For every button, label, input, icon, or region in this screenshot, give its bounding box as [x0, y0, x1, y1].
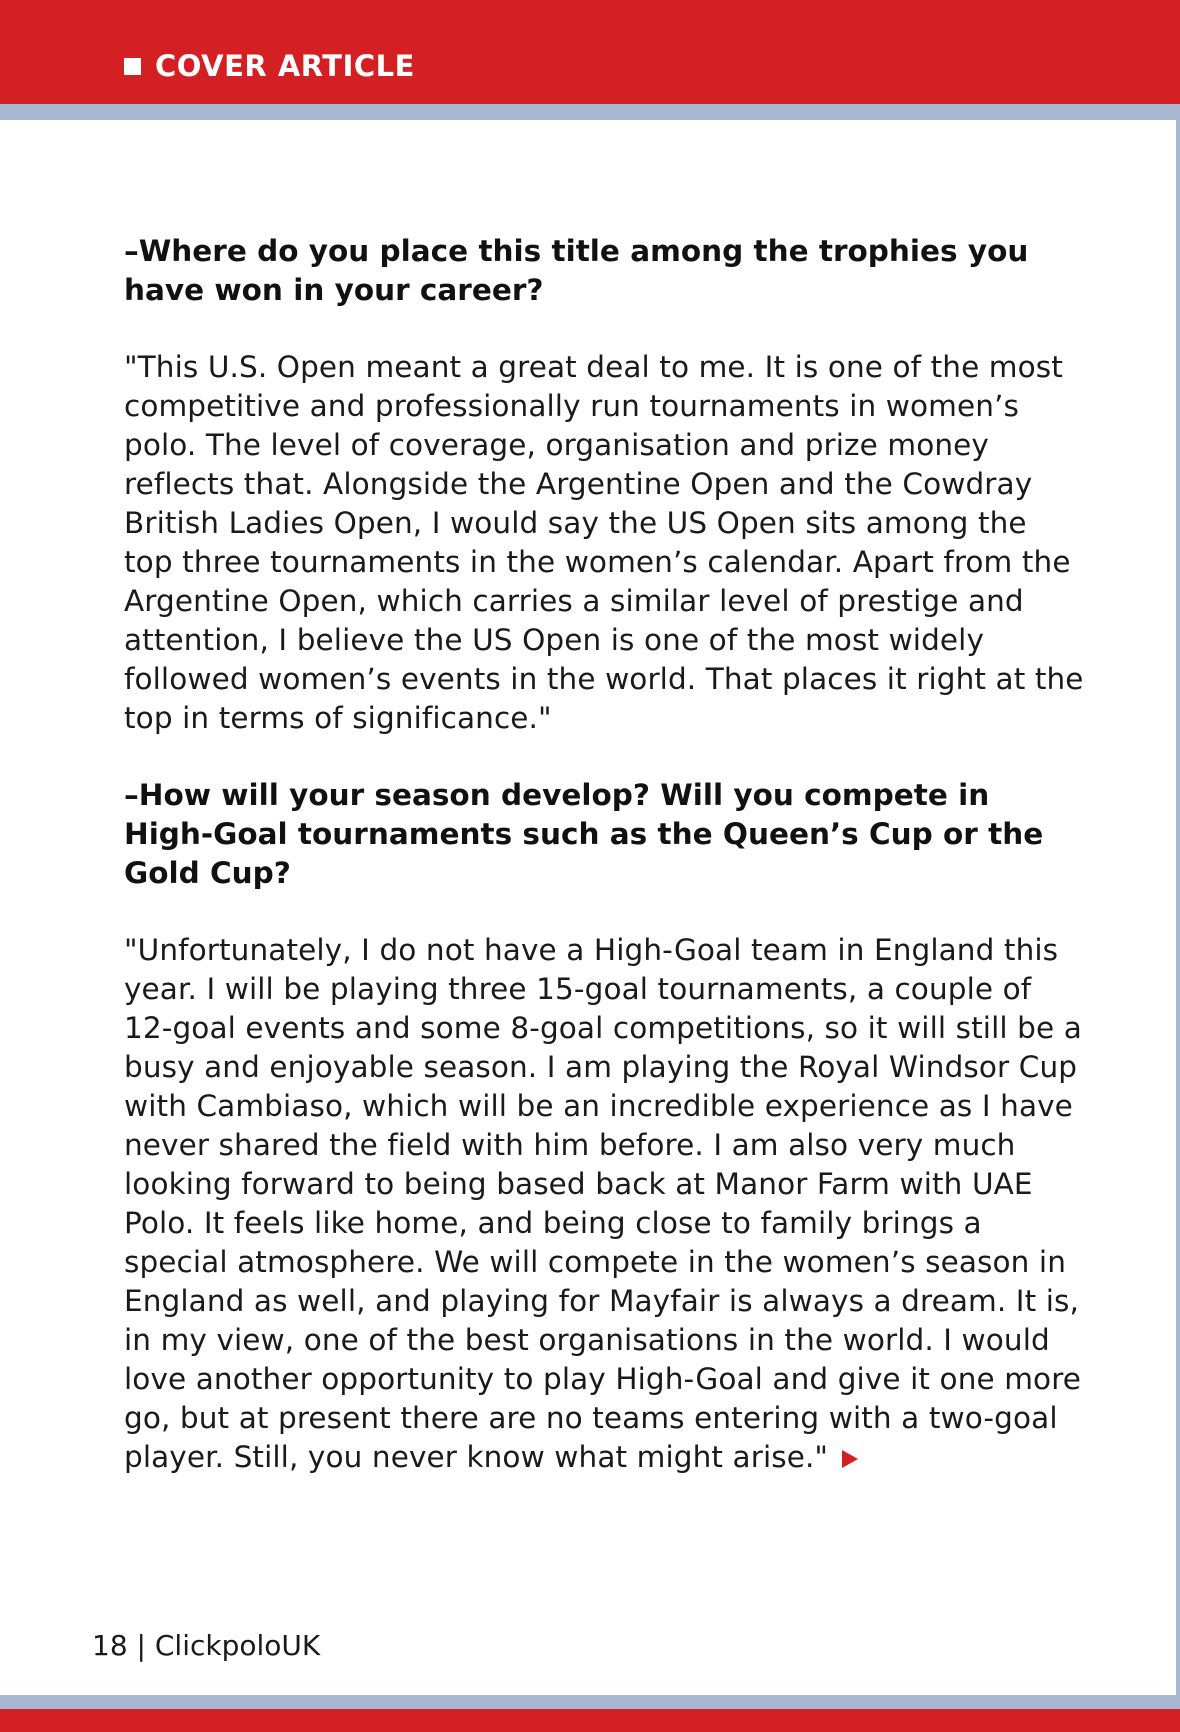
square-bullet-icon — [124, 58, 141, 75]
page-footer: 18 | ClickpoloUK — [92, 1629, 321, 1662]
page-edge-line — [1176, 120, 1180, 1695]
footer-bar — [0, 1709, 1180, 1732]
article-body — [124, 232, 1084, 1477]
interview-question: –Where do you place this title among the trophies you have won in your career? — [124, 234, 1029, 307]
section-label: COVER ARTICLE — [155, 49, 415, 83]
header-stripe — [0, 104, 1180, 120]
interview-answer-block — [124, 931, 1084, 1477]
interview-answer: "This U.S. Open meant a great deal to me. It is one of the most competitive and professionally run tournaments in women’s polo. The level of coverage, organisation and prize money reflects that. Alongside the Argentine Open and the Cowdray British Ladies Open, I would say the US Open sits among the top three tournaments in the women’s calendar. Apart from the Argentine Open, which carries a similar level of prestige and attention, I believe the US Open is one of the most widely followed women’s events in the world. That places it right at the top in terms of significance." — [124, 350, 1084, 735]
triangle-right-icon — [842, 1450, 858, 1468]
footer-stripe — [0, 1695, 1180, 1709]
section-header — [124, 48, 415, 84]
interview-answer: "Unfortunately, I do not have a High-Goal team in England this year. I will be playing three 15-goal tournaments, a couple of 12-goal events and some 8-goal competitions, so it will still be a busy and enjoyable season. I am playing the Royal Windsor Cup with Cambiaso, which will be an incredible experience as I have never shared the field with him before. I am also very much looking forward to being based back at Manor Farm with UAE Polo. It feels like home, and being close to family brings a special atmosphere. We will compete in the women’s season in England as well, and playing for Mayfair is always a dream. It is, in my view, one of the best organisations in the world. I would love another opportunity to play High-Goal and give it one more go, but at present there are no teams entering with a two-goal player. Still, you never know what might arise." — [124, 933, 1082, 1474]
interview-question: –How will your season develop? Will you compete in High-Goal tournaments such as the Queen’s Cup or the Gold Cup? — [124, 778, 1044, 890]
